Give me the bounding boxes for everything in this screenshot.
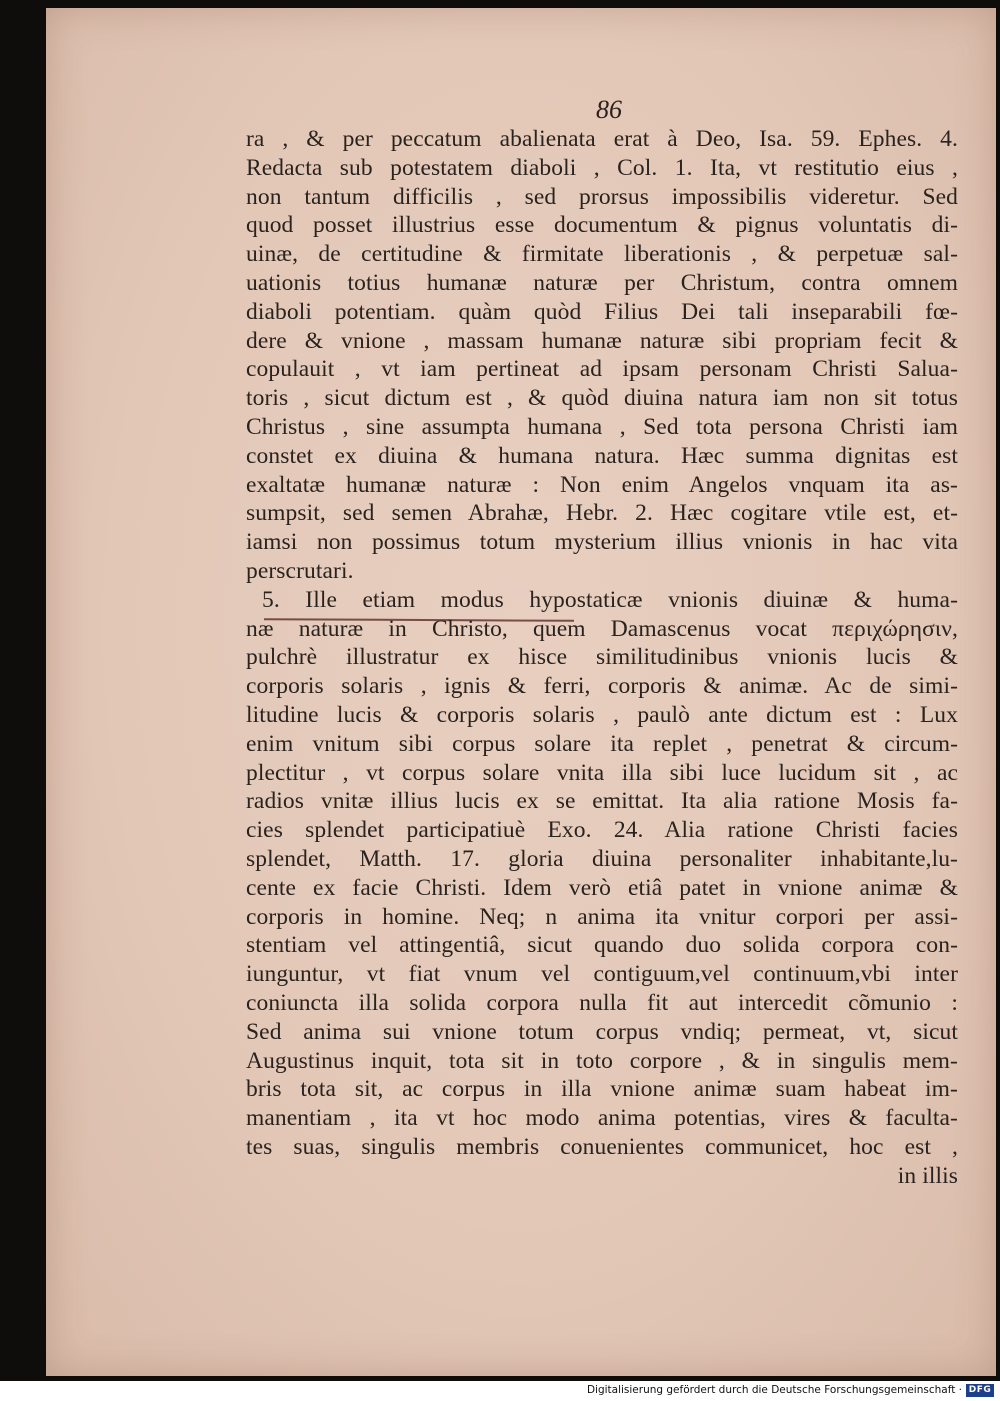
text-line: plectitur , vt corpus solare vnita illa sibi luce lucidum sit , ac bbox=[246, 759, 958, 786]
text-line: toris , sicut dictum est , & quòd diuina natura iam non sit totus bbox=[246, 385, 958, 412]
footer-bar bbox=[0, 1381, 1000, 1401]
text-line: ra , & per peccatum abalienata erat à Deo, Isa. 59. Ephes. 4. bbox=[246, 126, 958, 152]
text-line: quod posset illustrius esse documentum & pignus voluntatis di- bbox=[246, 212, 958, 239]
text-line: iunguntur, vt fiat vnum vel contiguum,vel continuum,vbi inter bbox=[246, 961, 958, 988]
text-line: splendet, Matth. 17. gloria diuina personaliter inhabitante,lu- bbox=[246, 845, 958, 872]
text-line: stentiam vel attingentiâ, sicut quando duo solida corpora con- bbox=[246, 932, 958, 959]
text-line: iamsi non possimus totum mysterium illius vnionis in hac vita bbox=[246, 529, 958, 556]
catchword: in illis bbox=[897, 1162, 958, 1189]
text-line: Christus , sine assumpta humana , Sed tota persona Christi iam bbox=[246, 413, 958, 440]
text-line: non tantum difficilis , sed prorsus impossibilis videretur. Sed bbox=[246, 183, 958, 210]
text-line: enim vnitum sibi corpus solare ita replet , penetrat & circum- bbox=[246, 730, 958, 757]
text-line: uationis totius humanæ naturæ per Christum, contra omnem bbox=[246, 269, 958, 296]
text-line: manentiam , ita vt hoc modo anima potentias, vires & faculta- bbox=[246, 1105, 958, 1132]
text-line: uinæ, de certitudine & firmitate liberationis , & perpetuæ sal- bbox=[246, 241, 958, 268]
text-line: Redacta sub potestatem diaboli , Col. 1. Ita, vt restitutio eius , bbox=[246, 154, 958, 181]
text-line: Sed anima sui vnione totum corpus vndiq; permeat, vt, sicut bbox=[246, 1018, 958, 1045]
text-line: exaltatæ humanæ naturæ : Non enim Angelos vnquam ita as- bbox=[246, 471, 958, 498]
text-line: pulchrè illustratur ex hisce similitudinibus vnionis lucis & bbox=[246, 644, 958, 671]
text-line: dere & vnione , massam humanæ naturæ sibi propriam fecit & bbox=[246, 327, 958, 354]
text-line: bris tota sit, ac corpus in illa vnione animæ suam habeat im- bbox=[246, 1076, 958, 1103]
text-line: radios vnitæ illius lucis ex se emittat. Ita alia ratione Mosis fa- bbox=[246, 788, 958, 815]
text-line: cies splendet participatiuè Exo. 24. Alia ratione Christi facies bbox=[246, 817, 958, 844]
footer-credit: Digitalisierung gefördert durch die Deutsche Forschungsgemeinschaft · bbox=[586, 1384, 962, 1396]
text-line: tes suas, singulis membris conuenientes communicet, hoc est , bbox=[246, 1133, 958, 1160]
text-line: constet ex diuina & humana natura. Hæc summa dignitas est bbox=[246, 442, 958, 469]
text-line: næ naturæ in Christo, quem Damascenus vocat περιχώρησιν, bbox=[246, 615, 958, 642]
paragraph-start-line: 5. Ille etiam modus hypostaticæ vnionis diuinæ & huma- bbox=[262, 586, 958, 613]
text-line: Augustinus inquit, tota sit in toto corpore , & in singulis mem- bbox=[246, 1047, 958, 1074]
text-line: coniuncta illa solida corpora nulla fit aut intercedit cõmunio : bbox=[246, 989, 958, 1016]
page-number: 86 bbox=[596, 95, 622, 124]
dfg-logo: DFG bbox=[966, 1384, 994, 1397]
text-line: cente ex facie Christi. Idem verò etiâ patet in vnione animæ & bbox=[246, 874, 958, 901]
body-text bbox=[246, 125, 958, 1190]
text-line: litudine lucis & corporis solaris , paulò ante dictum est : Lux bbox=[246, 701, 958, 728]
text-line: corporis in homine. Neq; n anima ita vnitur corpori per assi- bbox=[246, 903, 958, 930]
text-line: corporis solaris , ignis & ferri, corporis & animæ. Ac de simi- bbox=[246, 673, 958, 700]
text-line: diaboli potentiam. quàm quòd Filius Dei tali inseparabili fœ- bbox=[246, 298, 958, 325]
text-line: copulauit , vt iam pertineat ad ipsam personam Christi Salua- bbox=[246, 356, 958, 383]
text-line: perscrutari. bbox=[246, 557, 354, 584]
text-line: sumpsit, sed semen Abrahæ, Hebr. 2. Hæc cogitare vtile est, et- bbox=[246, 500, 958, 527]
